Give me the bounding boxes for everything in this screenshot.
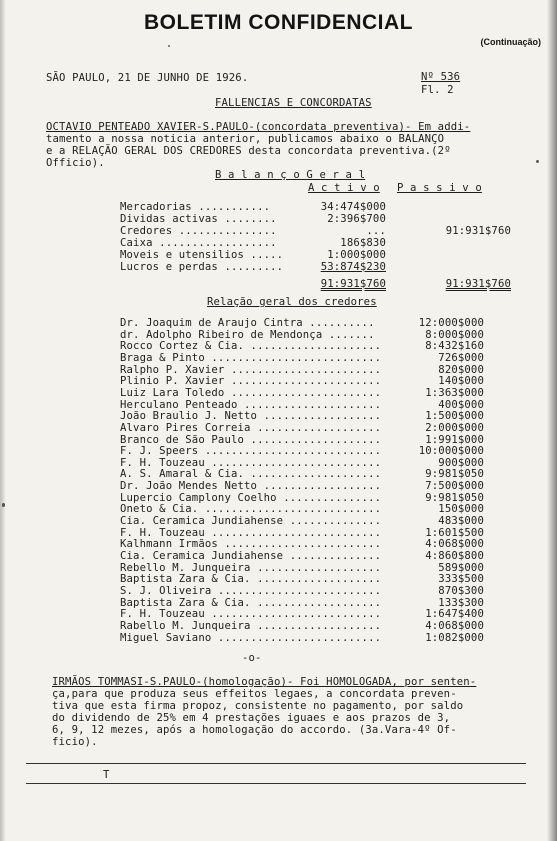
balance-heading: B a l a n ç o G e r a l (215, 169, 366, 181)
creditors-heading: Relação geral dos credores (207, 296, 377, 308)
creditor-name: F. H. Touzeau .......................... (120, 608, 382, 621)
creditor-name: Lupercio Camplony Coelho ............... (120, 491, 382, 504)
footer-rule-lower (26, 783, 526, 784)
creditor-amount: 726$000 (438, 351, 484, 364)
creditor-amount: 1:082$000 (425, 631, 484, 644)
creditor-amount: 1:601$500 (425, 526, 484, 539)
creditor-amount: 333$500 (438, 573, 484, 586)
continuation-label: (Continuação) (480, 37, 541, 47)
passivo-column-header: P a s s i v o (397, 182, 482, 194)
balance-row-label: Lucros e perdas ......... (120, 261, 284, 273)
creditor-amount: 9:981$050 (425, 468, 484, 481)
creditor-name: Branco de São Paulo .................... (120, 433, 382, 446)
creditor-name: Kalhmann Irmãos ........................ (120, 538, 382, 551)
creditor-name: Rebello M. Junqueira ................... (120, 561, 382, 574)
creditor-amount: 870$300 (438, 584, 484, 597)
entry1-line (46, 121, 470, 133)
entry1-line-text: OCTAVIO PENTEADO XAVIER-S.PAULO-(concordata preventiva)- Em addi- (46, 121, 471, 133)
creditor-name: Dr. Joaquim de Araujo Cintra .......... (120, 317, 375, 329)
creditor-name: João Braulio J. Netto .................. (120, 410, 382, 423)
creditor-amount: 10:000$000 (418, 445, 484, 458)
balance-total-activo: 91:931$760 (320, 278, 386, 290)
creditor-name: Braga & Pinto .......................... (120, 351, 382, 364)
balance-row-activo: 34:474$000 (320, 201, 386, 213)
bulletin-title: BOLETIM CONFIDENCIAL (144, 11, 413, 34)
left-page-shadow (0, 0, 6, 841)
creditor-amount: 8:432$160 (425, 340, 484, 353)
bulletin-number: Nº 536 (421, 71, 461, 83)
balance-row-activo: 1:000$000 (327, 249, 386, 261)
creditor-name: Ralpho P. Xavier ....................... (120, 363, 382, 376)
footer-rule-upper (26, 763, 526, 764)
creditor-name: Cia. Ceramica Jundiahense .............. (120, 550, 382, 562)
creditor-amount: 12:000$000 (418, 317, 484, 329)
entry1-line: tamento a nossa noticia anterior, publicamos abaixo o BALANÇO (46, 133, 445, 145)
section-heading: FALLENCIAS E CONCORDATAS (215, 97, 372, 109)
creditor-name: Baptista Zara & Cia. ................... (120, 596, 382, 609)
creditor-name: Dr. João Mendes Netto .................. (120, 480, 382, 493)
balance-row-label: Caixa .................. (120, 237, 277, 249)
creditor-amount: 4:068$000 (425, 538, 484, 551)
creditor-amount: 8:000$000 (425, 328, 484, 341)
creditor-amount: 900$000 (438, 456, 484, 469)
balance-row-label: Credores ............... (120, 225, 277, 237)
creditor-name: F. H. Touzeau .......................... (120, 526, 382, 539)
balance-row-label: Moveis e utensilios ..... (120, 249, 284, 261)
balance-row-activo: ... (366, 225, 386, 237)
creditor-name: Miguel Saviano ......................... (120, 631, 382, 644)
creditor-name: F. J. Speers ........................... (120, 445, 382, 458)
entry2-line (52, 676, 476, 688)
balance-row-label: Dividas activas ........ (120, 213, 277, 225)
creditor-amount: 150$000 (438, 503, 484, 516)
creditor-name: Cia. Ceramica Jundiahense .............. (120, 515, 382, 528)
right-page-edge (547, 0, 557, 841)
footer-mark: T (103, 769, 110, 781)
creditor-amount: 133$300 (438, 596, 484, 609)
ink-speck (168, 45, 170, 47)
activo-column-header: A c t i v o (308, 182, 380, 194)
balance-total-passivo: 91:931$760 (445, 278, 511, 290)
date-line: SÃO PAULO, 21 DE JUNHO DE 1926. (46, 72, 249, 84)
creditor-name: Rocco Cortez & Cia. .................... (120, 340, 382, 353)
entry1-line: Officio). (46, 157, 105, 169)
balance-row-activo: 53:874$230 (320, 261, 386, 273)
separator-mark: -o- (242, 652, 262, 664)
creditor-amount: 1:991$000 (425, 433, 484, 446)
creditor-name: S. J. Oliveira ......................... (120, 584, 382, 597)
entry1-line: e a RELAÇÃO GERAL DOS CREDORES desta concordata preventiva.(2º (46, 145, 451, 157)
sheet-number: Fl. 2 (421, 84, 454, 96)
ink-speck (536, 160, 539, 163)
entry2-line: ça,para que produza seus effeitos legaes, a concordata preven- (52, 688, 457, 700)
creditor-name: Rabello M. Junqueira ................... (120, 619, 382, 632)
entry2-line: do dividendo de 25% em 4 prestações iguaes e aos prazos de 3, (52, 712, 451, 724)
creditor-amount: 1:363$000 (425, 386, 484, 399)
creditor-name: Alvaro Pires Correia ................... (120, 421, 382, 434)
creditor-name: A. S. Amaral & Cia. .................... (120, 468, 382, 481)
entry2-line-text: IRMÃOS TOMMASI-S.PAULO-(homologação)- Foi HOMOLOGADA, por senten- (52, 676, 477, 688)
creditor-amount: 9:981$050 (425, 491, 484, 504)
entry2-line: 6, 9, 12 mezes, após a homologação do accordo. (3a.Vara-4º Of- (52, 724, 457, 736)
creditor-amount: 1:647$400 (425, 608, 484, 621)
creditor-name: Plinio P. Xavier ....................... (120, 375, 382, 388)
creditor-name: F. H. Touzeau .......................... (120, 456, 382, 469)
entry2-line: ficio). (52, 736, 98, 748)
creditor-amount: 2:000$000 (425, 421, 484, 434)
creditor-name: Herculano Penteado ..................... (120, 398, 382, 411)
creditor-amount: 820$000 (438, 363, 484, 376)
creditor-name: Baptista Zara & Cia. ................... (120, 573, 382, 586)
creditor-amount: 483$000 (438, 515, 484, 528)
creditor-amount: 400$000 (438, 398, 484, 411)
balance-row-label: Mercadorias ........... (120, 201, 271, 213)
entry2-line: tiva que esta firma propoz, consistente no pagamento, por saldo (52, 700, 464, 712)
creditor-amount: 4:068$000 (425, 619, 484, 632)
creditor-name: Oneto & Cia. ........................... (120, 503, 382, 516)
creditor-amount: 1:500$000 (425, 410, 484, 423)
balance-row-activo: 2:396$700 (327, 213, 386, 225)
creditor-name: Luiz Lara Toledo ....................... (120, 386, 382, 399)
creditor-name: dr. Adolpho Ribeiro de Mendonça ....... (120, 328, 375, 341)
creditor-amount: 140$000 (438, 375, 484, 388)
creditor-amount: 7:500$000 (425, 480, 484, 493)
balance-row-passivo: 91:931$760 (445, 225, 511, 237)
balance-row-activo: 186$830 (340, 237, 386, 249)
creditor-amount: 4:860$800 (425, 550, 484, 562)
creditor-amount: 589$000 (438, 561, 484, 574)
ink-speck (2, 503, 5, 507)
